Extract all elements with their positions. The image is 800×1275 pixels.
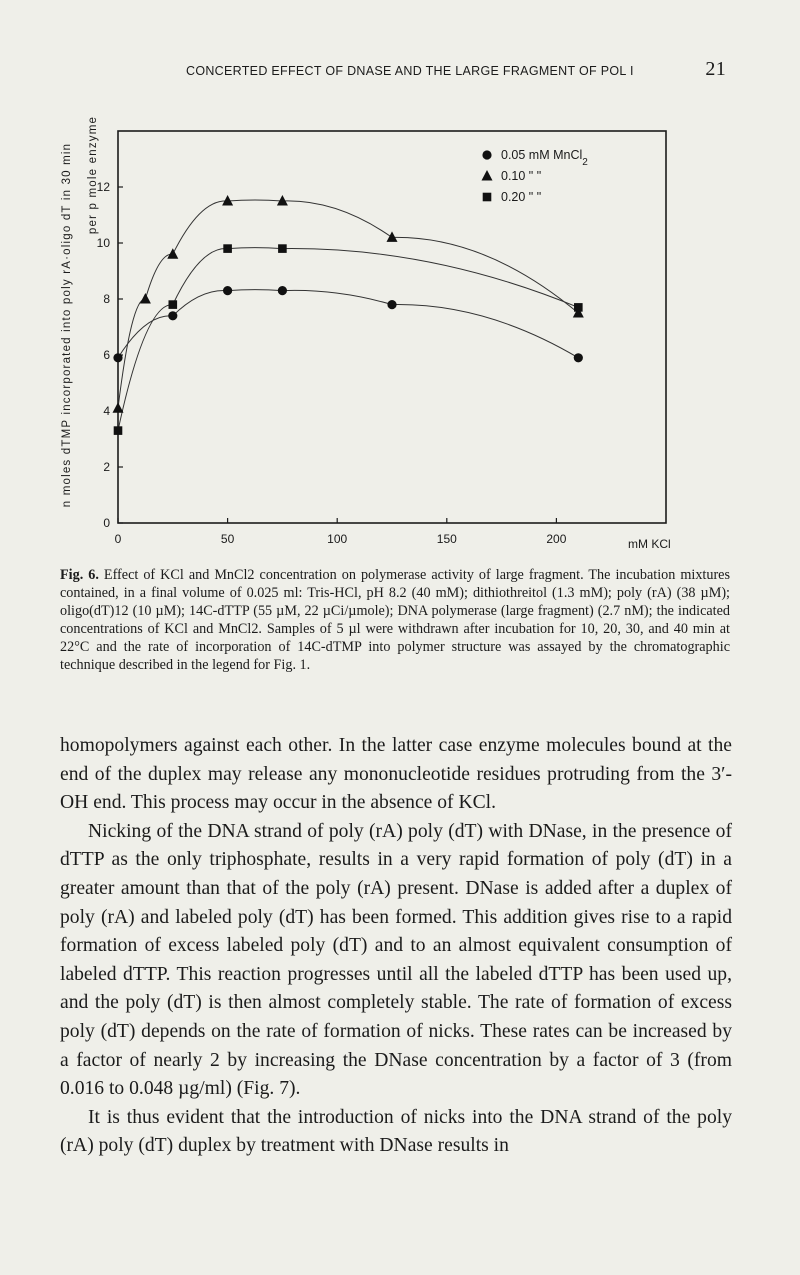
page-number: 21 <box>705 58 726 80</box>
data-point-circle <box>574 353 583 362</box>
data-point-square <box>278 244 287 253</box>
legend-label: 0.10 " " <box>501 169 542 183</box>
data-point-circle <box>223 286 232 295</box>
legend-label: 0.20 " " <box>501 190 542 204</box>
legend-marker-square <box>483 193 492 202</box>
data-point-square <box>223 244 232 253</box>
x-tick-label: 50 <box>220 532 235 546</box>
caption-label: Fig. 6. <box>60 567 99 583</box>
y-axis-label-line2: per p mole enzyme <box>87 115 99 235</box>
plot-frame <box>118 131 666 523</box>
body-text <box>60 732 732 1161</box>
y-axis-label-line1: n moles dTMP incorporated into poly rA·oligo dT in 30 min <box>61 142 73 508</box>
y-tick-label: 8 <box>103 292 110 306</box>
data-point-circle <box>113 353 122 362</box>
y-tick-label: 12 <box>96 180 110 194</box>
axis-ticks <box>97 180 567 546</box>
y-tick-label: 10 <box>96 236 110 250</box>
y-tick-label: 6 <box>103 348 110 362</box>
figure-6-chart <box>40 95 740 560</box>
x-tick-label: 150 <box>436 532 457 546</box>
data-point-square <box>169 300 178 309</box>
series-line-square <box>118 248 578 431</box>
y-tick-label: 0 <box>103 516 110 530</box>
data-point-circle <box>168 311 177 320</box>
caption-text: Effect of KCl and MnCl2 concentration on polymerase activity of large fragment. The incubation mixtures contained, in a final volume of 0.025 ml: Tris-HCl, pH 8.2 (40 mM); dithiothreitol (1.3 mM); poly (rA) (38 µM); oligo(dT)12 (10 µM); 14C-dTTP (55 µM, 22 µCi/µmole); DNA polymerase (large fragment) (2.7 nM); the indicated concentrations of KCl and MnCl2. Samples of 5 µl were withdrawn after incubation for 10, 20, 30, and 40 min at 22°C and the rate of incorporation of 14C-dTMP into polymer structure was assayed by the chromatographic technique described in the legend for Fig. 1. <box>60 567 731 673</box>
x-axis-label: mM KCl <box>628 537 671 551</box>
paragraph-1: homopolymers against each other. In the latter case enzyme molecules bound at the end of the duplex may release any mononucleotide residues protruding from the 3′-OH end. This process may occur in the absence of KCl. <box>60 735 732 814</box>
legend-marker-triangle <box>482 170 493 181</box>
data-point-circle <box>387 300 396 309</box>
x-tick-label: 200 <box>546 532 567 546</box>
data-point-triangle <box>387 231 398 242</box>
x-tick-label: 100 <box>327 532 348 546</box>
x-tick-label: 0 <box>114 532 122 546</box>
legend-label-subscript: 2 <box>582 157 588 168</box>
data-point-triangle <box>167 248 178 259</box>
legend <box>482 148 589 204</box>
legend-marker-circle <box>482 150 491 159</box>
series-markers <box>113 195 584 435</box>
paragraph-2: Nicking of the DNA strand of poly (rA) poly (dT) with DNase, in the presence of dTTP as the only triphosphate, results in a very rapid formation of poly (dT) in a greater amount than that of the poly (rA) present. DNase is added after a duplex of poly (rA) and labeled poly (dT) has been formed. This addition gives rise to a rapid formation of excess labeled poly (dT) and to an almost equivalent consumption of labeled dTTP. This reaction progresses until all the labeled dTTP has been used up, and the poly (dT) is then almost completely stable. The rate of formation of excess poly (dT) depends on the rate of formation of nicks. These rates can be increased by a factor of nearly 2 by increasing the DNase concentration by a factor of 3 (from 0.016 to 0.048 µg/ml) (Fig. 7). <box>60 820 732 1100</box>
y-tick-label: 4 <box>103 404 110 418</box>
legend-label: 0.05 mM MnCl$_2$ <box>501 148 588 168</box>
paragraph-3: It is thus evident that the introduction of nicks into the DNA strand of the poly (rA) poly (dT) duplex by treatment with DNase results in <box>60 1106 732 1157</box>
figure-caption <box>60 566 730 674</box>
series-line-circle <box>118 290 578 358</box>
y-tick-label: 2 <box>103 460 110 474</box>
series-lines <box>118 200 578 431</box>
data-point-square <box>574 303 583 312</box>
y-axis-label <box>61 116 99 507</box>
data-point-triangle <box>140 293 151 304</box>
data-point-circle <box>278 286 287 295</box>
running-title: CONCERTED EFFECT OF DNASE AND THE LARGE FRAGMENT OF POL I <box>186 64 634 78</box>
data-point-triangle <box>113 402 124 413</box>
running-header <box>186 58 726 80</box>
data-point-square <box>114 426 123 435</box>
